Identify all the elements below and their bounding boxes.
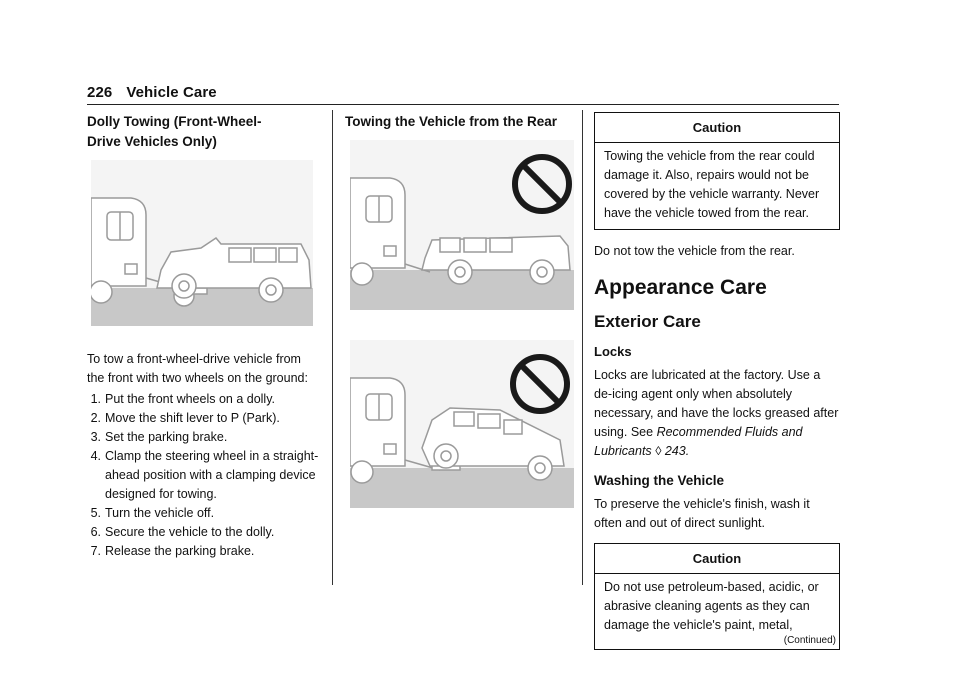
prohibited-icon <box>513 357 567 411</box>
continued-label: (Continued) <box>783 635 836 646</box>
rear-towing-illustration-1 <box>350 140 574 310</box>
caution-title: Caution <box>595 113 839 143</box>
list-item: 7. Release the parking brake. <box>90 544 255 558</box>
header-rule <box>87 104 839 105</box>
caution-box-cleaning <box>594 543 840 650</box>
caution-box-rear-towing <box>594 112 840 230</box>
list-item: 1. Put the front wheels on a dolly. <box>90 392 276 406</box>
caution-title: Caution <box>595 544 839 574</box>
washing-heading: Washing the Vehicle <box>594 473 725 488</box>
list-item: 6. Secure the vehicle to the dolly. <box>90 525 275 539</box>
column-appearance-care <box>594 112 840 650</box>
list-item: 4. Clamp the steering wheel in a straight-ahead position with a clamping device designed for towing. <box>90 449 319 501</box>
locks-heading: Locks <box>594 344 632 359</box>
list-item: 5. Turn the vehicle off. <box>90 506 215 520</box>
page-reference-icon: ◊ <box>655 444 662 458</box>
page-title: Vehicle Care <box>126 84 217 101</box>
caution-text: Do not use petroleum-based, acidic, or abrasive cleaning agents as they can damage the vehicle's paint, metal, <box>604 580 819 632</box>
prohibited-icon <box>515 157 569 211</box>
dolly-towing-illustration <box>91 160 313 326</box>
rear-towing-note: Do not tow the vehicle from the rear. <box>594 244 795 258</box>
dolly-towing-heading: Dolly Towing (Front-Wheel-Drive Vehicles Only) <box>87 114 262 149</box>
recommended-fluids-link[interactable]: Recommended Fluids and Lubricants ◊ 243. <box>594 425 803 458</box>
exterior-care-heading: Exterior Care <box>594 312 701 331</box>
rear-towing-heading: Towing the Vehicle from the Rear <box>345 114 558 129</box>
dolly-intro: To tow a front-wheel-drive vehicle from the front with two wheels on the ground: <box>87 352 308 385</box>
list-item: 3. Set the parking brake. <box>90 430 228 444</box>
locks-text: Locks are lubricated at the factory. Use a de-icing agent only when absolutely necessary, and have the locks greased after using. See Recommended Fluids and Lubricants ◊ 243. <box>594 368 839 458</box>
appearance-care-heading: Appearance Care <box>594 276 767 299</box>
column-divider-1 <box>332 110 333 585</box>
list-item: 2. Move the shift lever to P (Park). <box>90 411 280 425</box>
column-dolly-towing <box>87 112 319 152</box>
column-divider-2 <box>582 110 583 585</box>
washing-text: To preserve the vehicle's finish, wash it often and out of direct sunlight. <box>594 497 810 530</box>
column-rear-towing <box>345 112 575 132</box>
page-header <box>87 84 217 101</box>
caution-text: Towing the vehicle from the rear could damage it. Also, repairs would not be covered by the vehicle warranty. Never have the vehicle towed from the rear. <box>604 149 820 220</box>
page-number: 226 <box>87 84 113 101</box>
rear-towing-illustration-2 <box>350 340 574 508</box>
dolly-step-list <box>89 390 319 561</box>
dolly-steps <box>87 350 319 561</box>
